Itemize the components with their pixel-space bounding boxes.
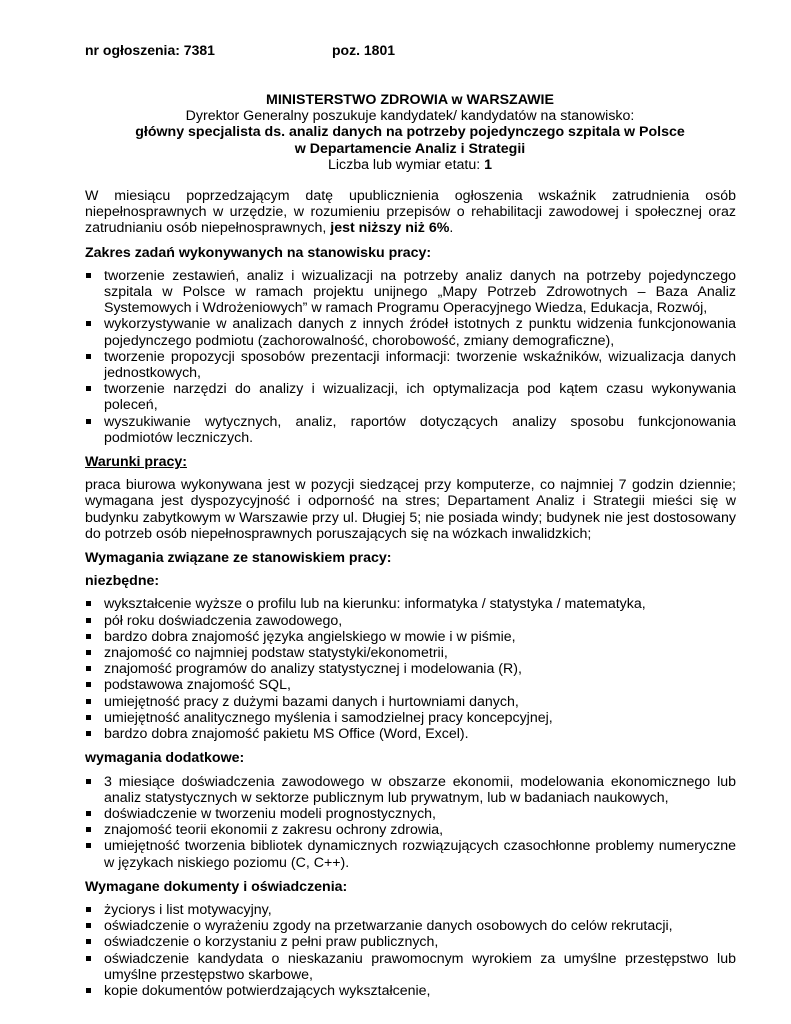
list-item: znajomość co najmniej podstaw statystyki/ekonometrii, — [85, 645, 736, 661]
list-item: życiorys i list motywacyjny, — [85, 902, 736, 918]
ministry-title: MINISTERSTWO ZDROWIA w WARSZAWIE — [266, 92, 554, 108]
intro-text: W miesiącu poprzedzającym datę upublicznienia ogłoszenia wskaźnik zatrudnienia osób niepełnosprawnych w urzędzie, w rozumieniu przepisów o rehabilitacji zawodowej i społecznej oraz zatrudnianiu osób niepełnosprawnych, — [85, 188, 736, 237]
warunki-heading: Warunki pracy: — [85, 454, 187, 471]
wymagania-heading: Wymagania związane ze stanowiskiem pracy: — [85, 550, 392, 567]
announcement-number: nr ogłoszenia: 7381 — [85, 42, 215, 58]
announcement-meta — [85, 42, 396, 58]
list-item: podstawowa znajomość SQL, — [85, 677, 736, 693]
dokumenty-heading: Wymagane dokumenty i oświadczenia: — [85, 878, 348, 895]
position-title: główny specjalista ds. analiz danych na potrzeby pojedynczego szpitala w Polsce — [135, 124, 685, 141]
etat-line — [85, 157, 735, 173]
dodatkowe-label: wymagania dodatkowe: — [85, 750, 245, 767]
niezbedne-label: niezbędne: — [85, 573, 160, 590]
list-item: umiejętność analitycznego myślenia i samodzielnej pracy koncepcyjnej, — [85, 710, 736, 726]
list-item: bardzo dobra znajomość języka angielskiego w mowie i w piśmie, — [85, 629, 736, 645]
list-item: umiejętność tworzenia bibliotek dynamicznych rozwiązujących czasochłonne problemy numeryczne w językach niskiego poziomu (C, C++). — [85, 838, 736, 870]
dokumenty-list — [85, 902, 736, 999]
position-number: poz. 1801 — [332, 42, 396, 58]
list-item: oświadczenie o korzystaniu z pełni praw publicznych, — [85, 934, 736, 950]
list-item: znajomość programów do analizy statystycznej i modelowania (R), — [85, 661, 736, 677]
warunki-paragraph: praca biurowa wykonywana jest w pozycji siedzącej przy komputerze, co najmniej 7 godzin dziennie; wymagana jest dyspozycyjność i odporność na stres; Departament Analiz i Strategii mieści się w budynku zabytkowym w Warszawie przy ul. Długiej 5; nie posiada windy; budynek nie jest dostosowany do potrzeb osób niepełnosprawnych poruszających się na wózkach inwalidzkich; — [85, 477, 736, 542]
document-body — [85, 188, 736, 999]
intro-bold: jest niższy niż 6% — [330, 220, 450, 237]
niezbedne-list — [85, 596, 736, 742]
director-line: Dyrektor Generalny poszukuje kandydatek/ kandydatów na stanowisko: — [185, 108, 635, 125]
department-title: w Departamencie Analiz i Strategii — [294, 140, 526, 157]
list-item: kopie dokumentów potwierdzających wykształcenie, — [85, 983, 736, 999]
list-item: oświadczenie o wyrażeniu zgody na przetwarzanie danych osobowych do celów rekrutacji, — [85, 918, 736, 934]
list-item: wyszukiwanie wytycznych, analiz, raportów dotyczących analizy sposobu funkcjonowania podmiotów leczniczych. — [85, 414, 736, 446]
list-item: tworzenie zestawień, analiz i wizualizacji na potrzeby analiz danych na potrzeby pojedynczego szpitala w Polsce w ramach projektu unijnego „Mapy Potrzeb Zdrowotnych – Baza Analiz Systemowych i Wdrożeniowych” w ramach Programu Operacyjnego Wiedza, Edukacja, Rozwój, — [85, 268, 736, 317]
list-item: wykorzystywanie w analizach danych z innych źródeł istotnych z punktu widzenia funkcjonowania pojedynczego podmiotu (zachorowalność, chorobowość, zmiany demograficzne), — [85, 316, 736, 348]
list-item: pół roku doświadczenia zawodowego, — [85, 613, 736, 629]
list-item: tworzenie narzędzi do analizy i wizualizacji, ich optymalizacja pod kątem czasu wykonywania poleceń, — [85, 381, 736, 413]
list-item: 3 miesiące doświadczenia zawodowego w obszarze ekonomii, modelowania ekonomicznego lub analiz statystycznych w sektorze publicznym lub prywatnym, lub w badaniach naukowych, — [85, 774, 736, 806]
list-item: tworzenie propozycji sposobów prezentacji informacji: tworzenie wskaźników, wizualizacja danych jednostkowych, — [85, 349, 736, 381]
dodatkowe-list — [85, 774, 736, 871]
etat-label: Liczba lub wymiar etatu: — [327, 156, 485, 173]
list-item: doświadczenie w tworzeniu modeli prognostycznych, — [85, 806, 736, 822]
list-item: wykształcenie wyższe o profilu lub na kierunku: informatyka / statystyka / matematyka, — [85, 596, 736, 612]
intro-paragraph — [85, 188, 736, 237]
list-item: oświadczenie kandydata o nieskazaniu prawomocnym wyrokiem za umyślne przestępstwo lub umyślne przestępstwo skarbowe, — [85, 951, 736, 983]
etat-value: 1 — [484, 156, 493, 173]
list-item: umiejętność pracy z dużymi bazami danych i hurtowniami danych, — [85, 694, 736, 710]
intro-end: . — [449, 220, 454, 237]
zakres-list — [85, 268, 736, 446]
zakres-heading: Zakres zadań wykonywanych na stanowisku pracy: — [85, 244, 432, 261]
list-item: znajomość teorii ekonomii z zakresu ochrony zdrowia, — [85, 822, 736, 838]
list-item: bardzo dobra znajomość pakietu MS Office (Word, Excel). — [85, 726, 736, 742]
document-header — [85, 92, 735, 173]
